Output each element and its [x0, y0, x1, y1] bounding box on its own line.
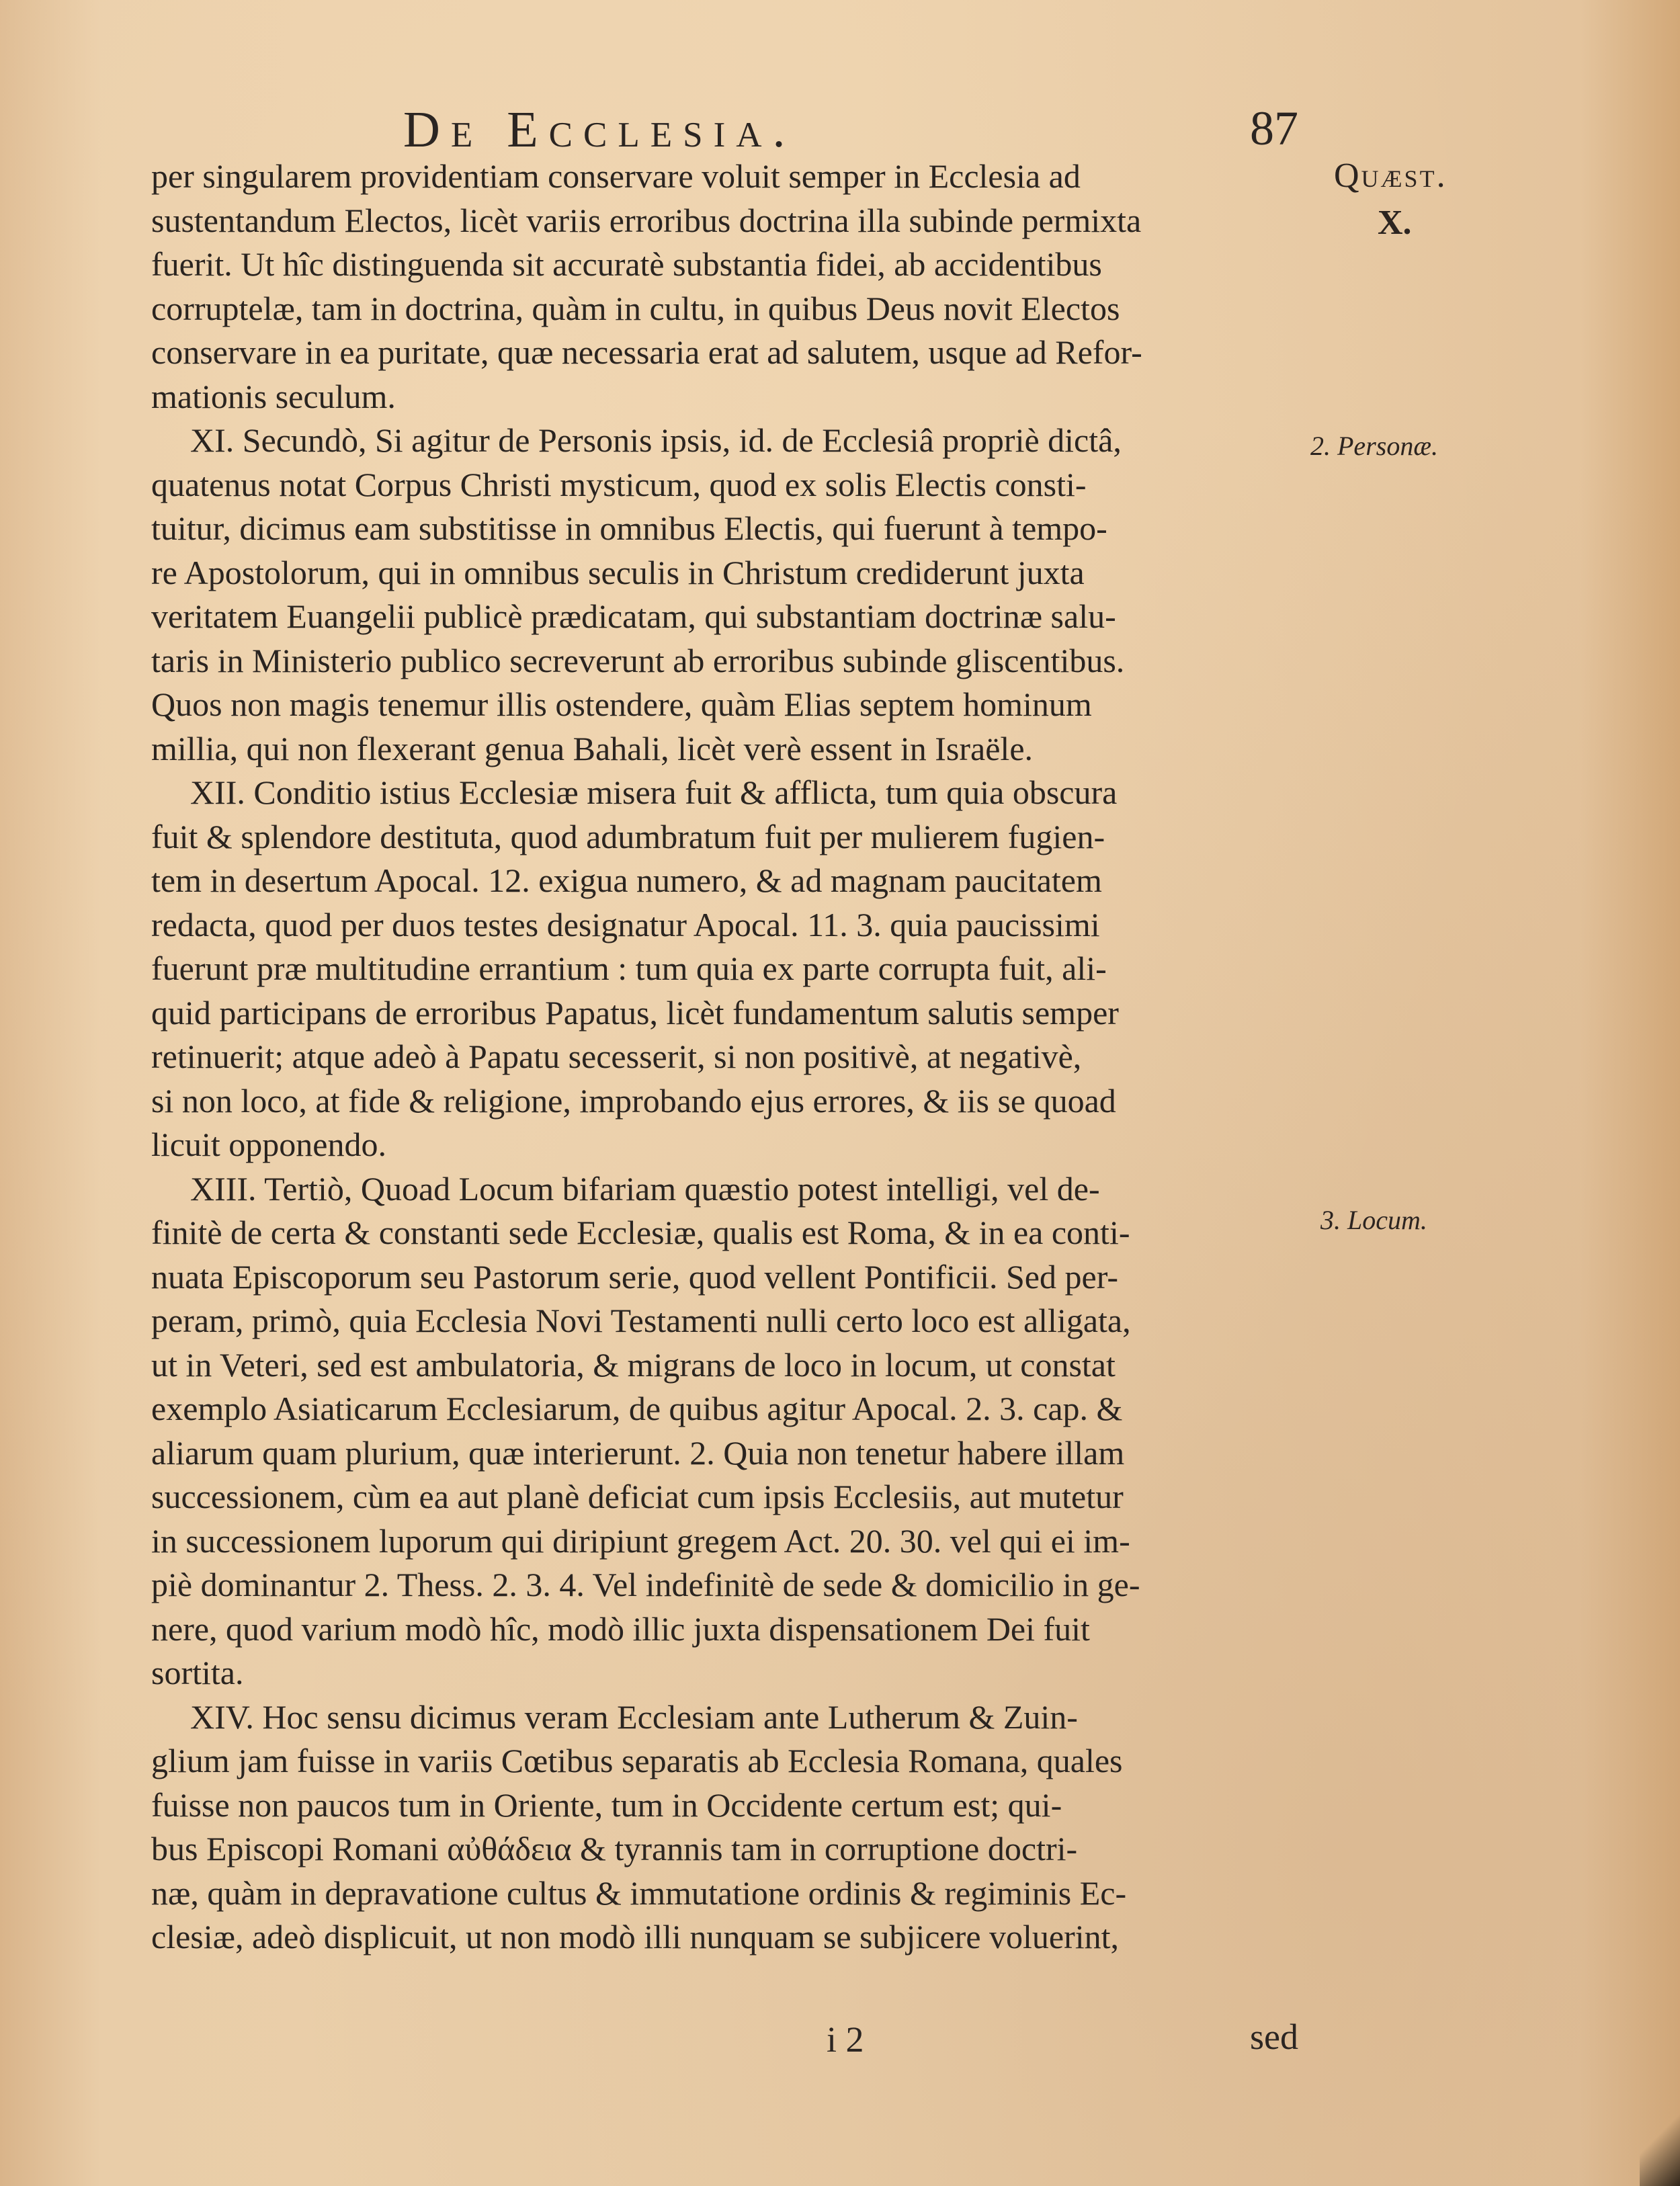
text-line: retinuerit; atque adeò à Papatu secesserit, si non positivè, at negativè, [151, 1038, 1082, 1075]
text-line: næ, quàm in depravatione cultus & immutatione ordinis & regiminis Ec- [151, 1874, 1127, 1912]
text-line: sustentandum Electos, licèt variis erroribus doctrina illa subinde permixta [151, 201, 1142, 239]
text-line: clesiæ, adeò displicuit, ut non modò illi nunquam se subjicere voluerint, [151, 1918, 1120, 1956]
text-line: quid participans de erroribus Papatus, licèt fundamentum salutis semper [151, 993, 1119, 1032]
text-line: re Apostolorum, qui in omnibus seculis in Christum crediderunt juxta [151, 553, 1085, 591]
text-line: glium jam fuisse in variis Cœtibus separatis ab Ecclesia Romana, quales [151, 1742, 1123, 1779]
text-line: corruptelæ, tam in doctrina, quàm in cultu, in quibus Deus novit Electos [151, 289, 1120, 327]
margin-note-personae: 2. Personæ. [1310, 431, 1438, 461]
text-line: fuerunt præ multitudine errantium : tum quia ex parte corrupta fuit, ali- [151, 950, 1107, 987]
text-line: redacta, quod per duos testes designatur Apocal. 11. 3. quia paucissimi [151, 905, 1100, 943]
text-line: aliarum quam plurium, quæ interierunt. 2. Quia non tenetur habere illam [151, 1433, 1125, 1472]
page-number: 87 [1250, 101, 1298, 155]
text-line: finitè de certa & constanti sede Ecclesiæ, qualis est Roma, & in ea conti- [151, 1214, 1130, 1251]
signature-mark: i 2 [827, 2019, 864, 2060]
text-line: millia, qui non flexerant genua Bahali, licèt verè essent in Israële. [151, 729, 1034, 767]
text-line: nere, quod varium modò hîc, modò illic juxta dispensationem Dei fuit [151, 1609, 1090, 1648]
margin-note-quaestio-number: X. [1378, 204, 1412, 242]
text-line: veritatem Euangelii publicè prædicatam, qui substantiam doctrinæ salu- [151, 597, 1116, 635]
text-line: in successionem luporum qui diripiunt gregem Act. 20. 30. vel qui ei im- [151, 1521, 1130, 1560]
paragraph-xiv-start: XIV. Hoc sensu dicimus veram Ecclesiam ante Lutherum & Zuin- [190, 1697, 1078, 1736]
text-line: exemplo Asiaticarum Ecclesiarum, de quibus agitur Apocal. 2. 3. cap. & [151, 1390, 1123, 1427]
text-line: si non loco, at fide & religione, improbando ejus errores, & iis se quoad [151, 1081, 1116, 1120]
page-corner-shadow [1640, 2105, 1680, 2186]
paragraph-xii-start: XII. Conditio istius Ecclesiæ misera fuit & afflicta, tum quia obscura [190, 773, 1118, 811]
running-head: De Ecclesia. [403, 101, 796, 158]
text-line: fuerit. Ut hîc distinguenda sit accuratè substantia fidei, ab accidentibus [151, 245, 1102, 283]
paragraph-xiii-start: XIII. Tertiò, Quoad Locum bifariam quæstio potest intelligi, vel de- [190, 1169, 1100, 1208]
text-line: conservare in ea puritate, quæ necessaria erat ad salutem, usque ad Refor- [151, 333, 1142, 371]
catchword: sed [1250, 2017, 1298, 2057]
text-line: ut in Veteri, sed est ambulatoria, & migrans de loco in locum, ut constat [151, 1345, 1116, 1384]
text-line: quatenus notat Corpus Christi mysticum, quod ex solis Electis consti- [151, 465, 1087, 503]
body-text [151, 155, 1314, 1960]
paragraph-xi-start: XI. Secundò, Si agitur de Personis ipsis, id. de Ecclesiâ propriè dictâ, [190, 421, 1122, 459]
text-line: mationis seculum. [151, 377, 396, 415]
text-line: fuit & splendore destituta, quod adumbratum fuit per mulierem fugien- [151, 817, 1105, 855]
text-line: tem in desertum Apocal. 12. exigua numero, & ad magnam paucitatem [151, 861, 1102, 899]
text-line: nuata Episcoporum seu Pastorum serie, quod vellent Pontificii. Sed per- [151, 1257, 1118, 1296]
text-line: per singularem providentiam conservare voluit semper in Ecclesia ad [151, 157, 1081, 195]
text-line: sortita. [151, 1654, 244, 1691]
text-line: successionem, cùm ea aut planè deficiat cum ipsis Ecclesiis, aut mutetur [151, 1478, 1124, 1515]
text-line: fuisse non paucos tum in Oriente, tum in Occidente certum est; qui- [151, 1785, 1062, 1824]
text-line: piè dominantur 2. Thess. 2. 3. 4. Vel indefinitè de sede & domicilio in ge- [151, 1566, 1140, 1603]
text-line: Quos non magis tenemur illis ostendere, quàm Elias septem hominum [151, 685, 1092, 723]
margin-note-locum: 3. Locum. [1320, 1205, 1427, 1235]
text-line: bus Episcopi Romani αὐθάδεια & tyrannis tam in corruptione doctri- [151, 1830, 1078, 1867]
text-line: licuit opponendo. [151, 1126, 386, 1163]
text-line: taris in Ministerio publico secreverunt ab erroribus subinde gliscentibus. [151, 641, 1125, 679]
margin-note-quaestio: Quæst. [1334, 157, 1447, 195]
text-line: peram, primò, quia Ecclesia Novi Testamenti nulli certo loco est alligata, [151, 1302, 1131, 1339]
text-line: tuitur, dicimus eam substitisse in omnibus Electis, qui fuerunt à tempo- [151, 509, 1107, 547]
